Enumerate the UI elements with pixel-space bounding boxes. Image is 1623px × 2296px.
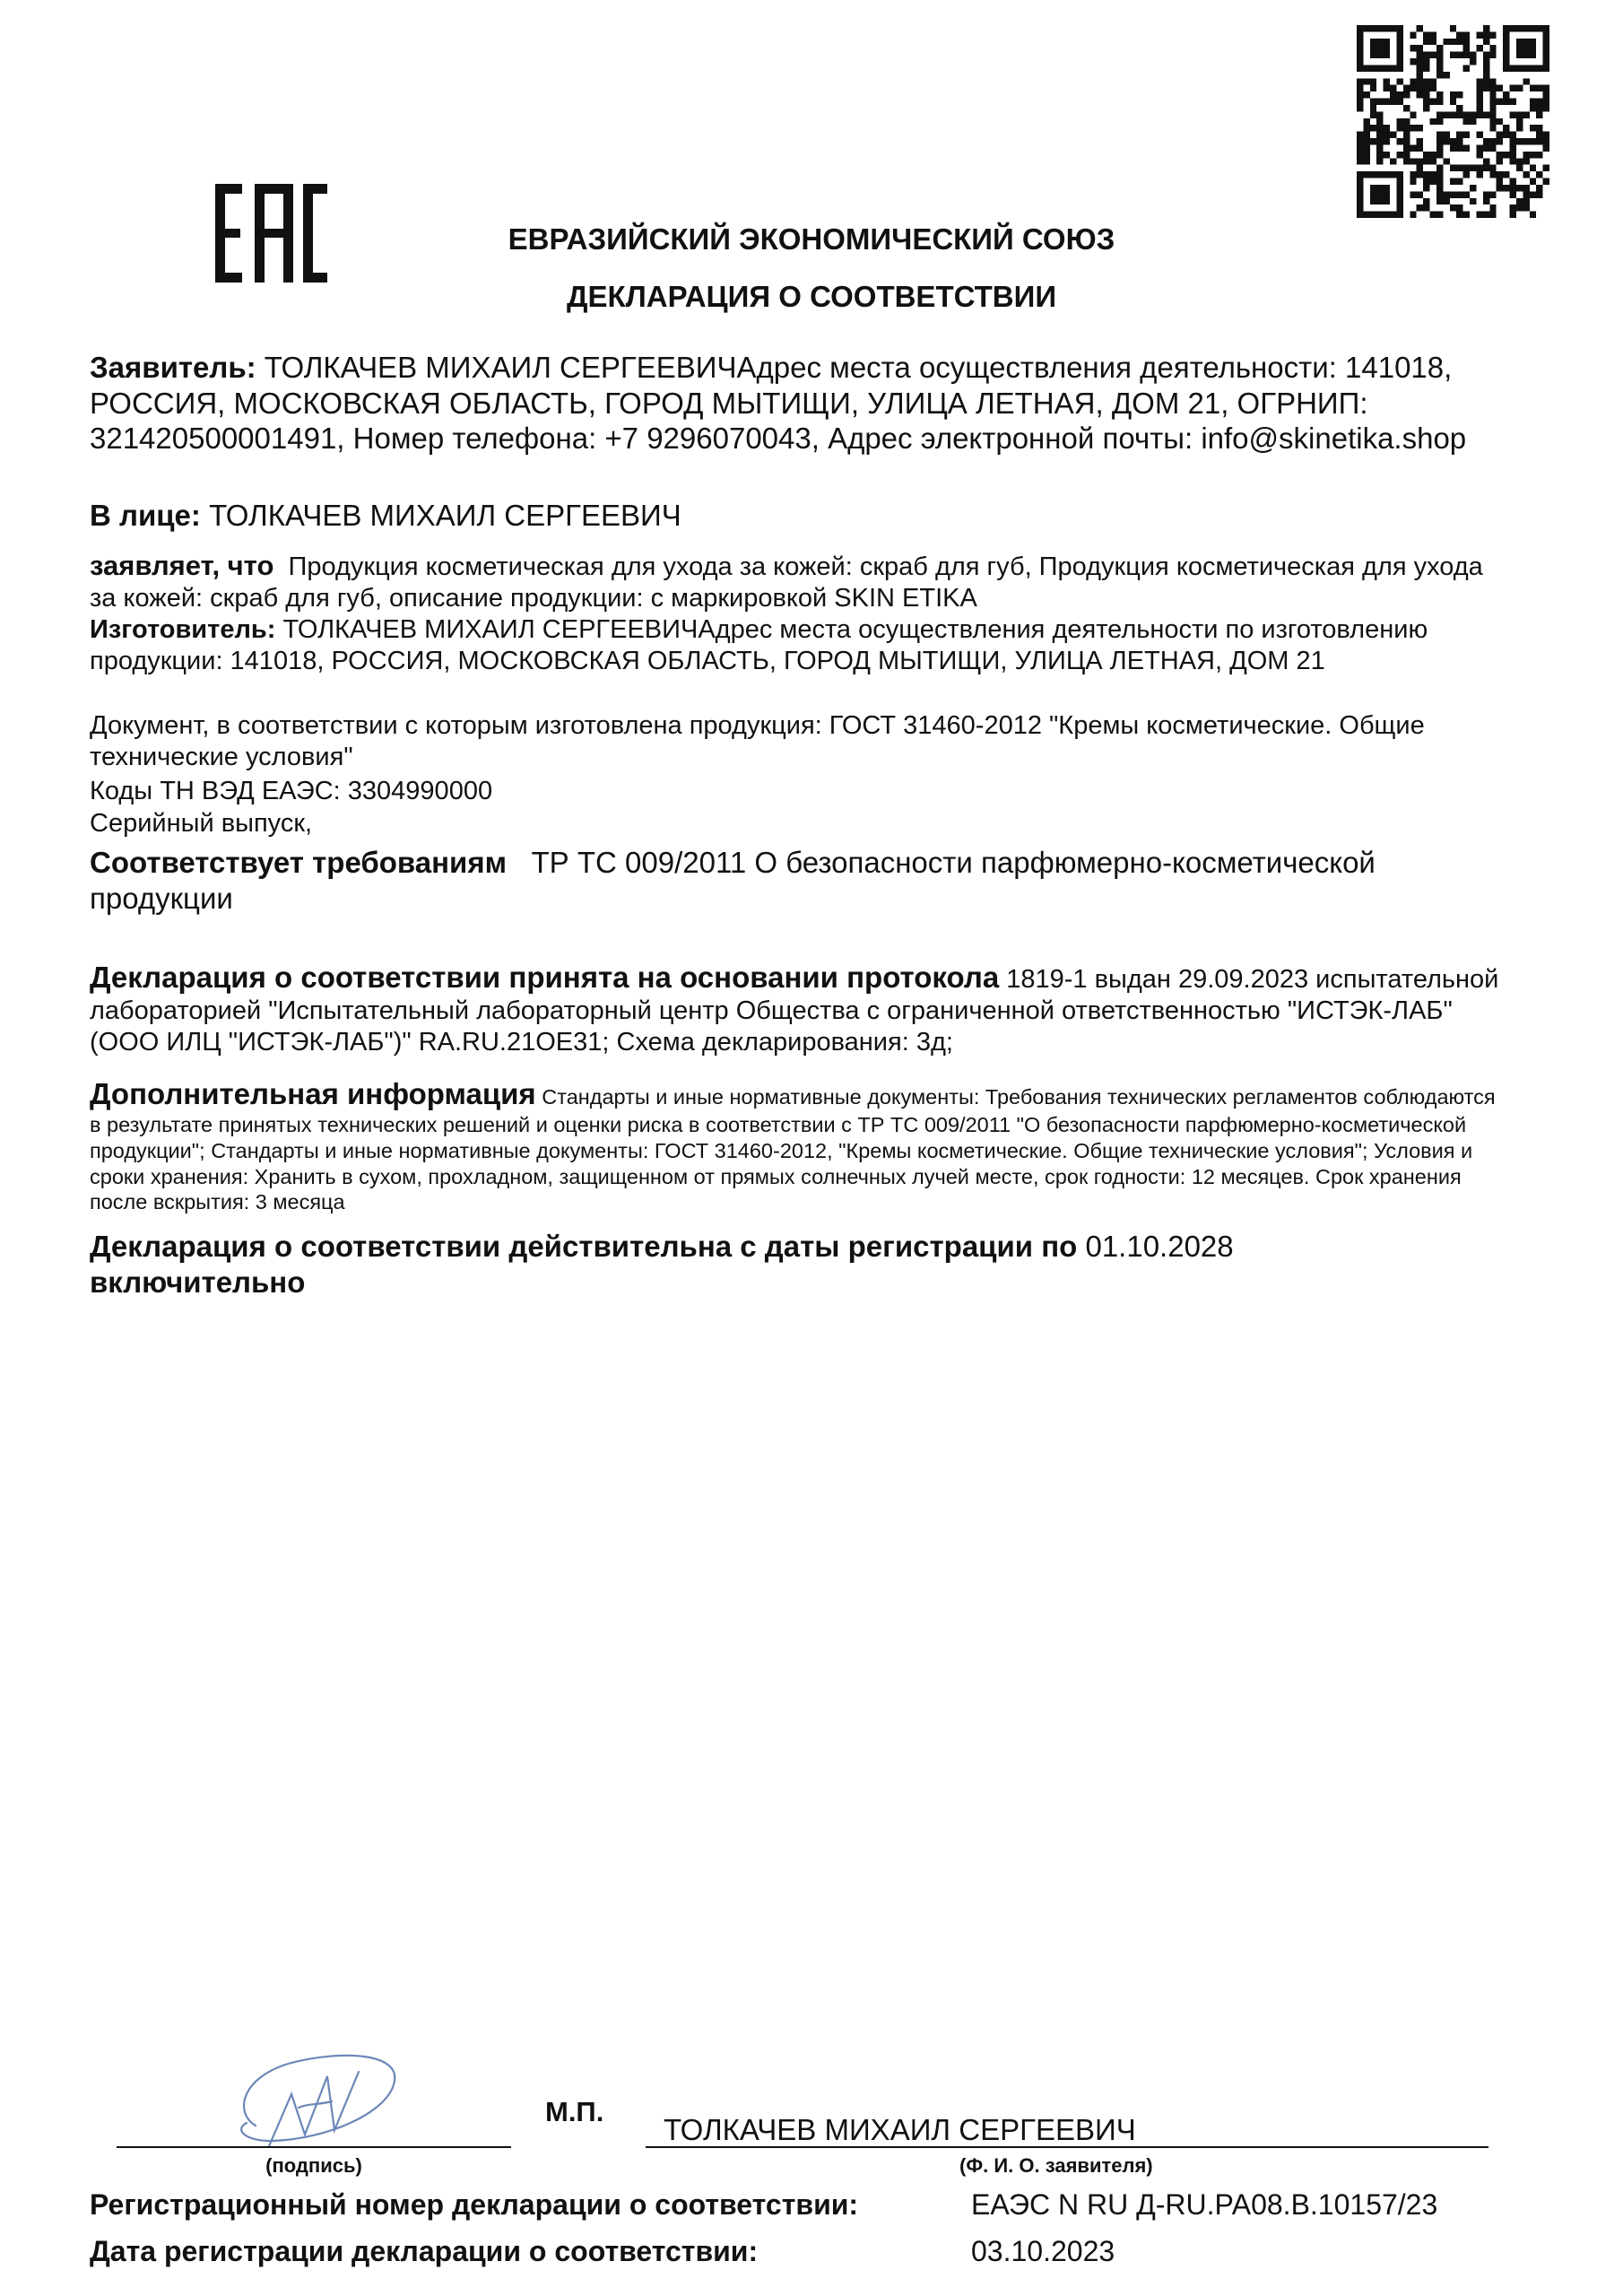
conforms-section [90, 845, 1488, 916]
person-section [90, 498, 1560, 534]
reg-date: 03.10.2023 [971, 2235, 1115, 2267]
document-line: Документ, в соответствии с которым изготовлена продукция: ГОСТ 31460-2012 "Кремы косметические. Общие технические условия" [90, 711, 1425, 771]
validity-suffix: включительно [90, 1265, 306, 1299]
name-caption: (Ф. И. О. заявителя) [959, 2154, 1153, 2177]
person-text: ТОЛКАЧЕВ МИХАИЛ СЕРГЕЕВИЧ [209, 499, 681, 532]
qr-code [1357, 25, 1549, 218]
additional-section [90, 1076, 1506, 1215]
manufacturer-text: ТОЛКАЧЕВ МИХАИЛ СЕРГЕЕВИЧАдрес места осуществления деятельности по изготовлению продукции: 141018, РОССИЯ, МОСКОВСКАЯ ОБЛАСТЬ, ГОРОД МЫТИЩИ, УЛИЦА ЛЕТНАЯ, ДОМ 21 [90, 615, 1428, 675]
signature-line [117, 2146, 511, 2148]
validity-date: 01.10.2028 [1085, 1230, 1234, 1263]
manufacturer-label: Изготовитель: [90, 615, 276, 644]
manufacturer-section [90, 614, 1524, 677]
declaration-title: ДЕКЛАРАЦИЯ О СООТВЕТСТВИИ [566, 280, 1057, 313]
validity-label: Декларация о соответствии действительна с даты регистрации по [90, 1230, 1078, 1263]
protocol-section [90, 960, 1524, 1057]
signature-image [220, 2040, 408, 2157]
protocol-label: Декларация о соответствии принята на основании протокола [90, 961, 1000, 994]
serial-line: Серийный выпуск, [90, 809, 313, 838]
codes-line: Коды ТН ВЭД ЕАЭС: 3304990000 [90, 777, 493, 805]
additional-text: Стандарты и иные нормативные документы: Требования технических регламентов соблюдаются в результате принятых технических решений и оценки риска в соответствии с ТР ТС 009/2011 "О безопасности парфюмерно-косметической продукции"; Стандарты и иные нормативные документы: ГОСТ 31460-2012, "Кремы косметические. Общие технические условия"; Условия и сроки хранения: Хранить в сухом, прохладном, защищенном от прямых солнечных лучей месте, срок годности: 12 месяцев. Срок хранения после вскрытия: 3 месяца [90, 1085, 1496, 1214]
reg-date-label: Дата регистрации декларации о соответствии: [90, 2235, 759, 2267]
union-heading: ЕВРАЗИЙСКИЙ ЭКОНОМИЧЕСКИЙ СОЮЗ [508, 222, 1115, 256]
declares-section [90, 549, 1506, 614]
applicant-text: ТОЛКАЧЕВ МИХАИЛ СЕРГЕЕВИЧАдрес места осуществления деятельности: 141018, РОССИЯ, МОСКОВСКАЯ ОБЛАСТЬ, ГОРОД МЫТИЩИ, УЛИЦА ЛЕТНАЯ, ДОМ 21, ОГРНИП: 321420500001491, Номер телефона: +7 9296070043, Адрес электронной почты: info@skinetika.shop [90, 351, 1467, 456]
conforms-text: ТР ТС 009/2011 О безопасности парфюмерно-косметической продукции [90, 846, 1376, 915]
conforms-label: Соответствует требованиям [90, 846, 507, 879]
reg-number-label: Регистрационный номер декларации о соответствии: [90, 2188, 859, 2221]
validity-section [90, 1229, 1435, 1300]
applicant-section [90, 350, 1560, 457]
declares-text: Продукция косметическая для ухода за кожей: скраб для губ, Продукция косметическая для ухода за кожей: скраб для губ, описание продукции: с маркировкой SKIN ETIKA [90, 552, 1483, 613]
name-line [646, 2146, 1488, 2148]
reg-number: ЕАЭС N RU Д-RU.РА08.В.10157/23 [971, 2188, 1438, 2221]
signature-caption: (подпись) [265, 2154, 362, 2177]
applicant-name: ТОЛКАЧЕВ МИХАИЛ СЕРГЕЕВИЧ [664, 2113, 1136, 2146]
person-label: В лице: [90, 499, 201, 532]
stamp-place: М.П. [545, 2096, 604, 2127]
protocol-text: 1819-1 выдан 29.09.2023 испытательной лабораторией "Испытательный лабораторный центр Общества с ограниченной ответственностью "ИСТЭК-ЛАБ" (ООО ИЛЦ "ИСТЭК-ЛАБ")" RA.RU.21ОЕ31; Схема декларирования: 3д; [90, 965, 1499, 1057]
applicant-label: Заявитель: [90, 351, 256, 384]
additional-label: Дополнительная информация [90, 1077, 536, 1110]
declares-label: заявляет, что [90, 550, 274, 581]
